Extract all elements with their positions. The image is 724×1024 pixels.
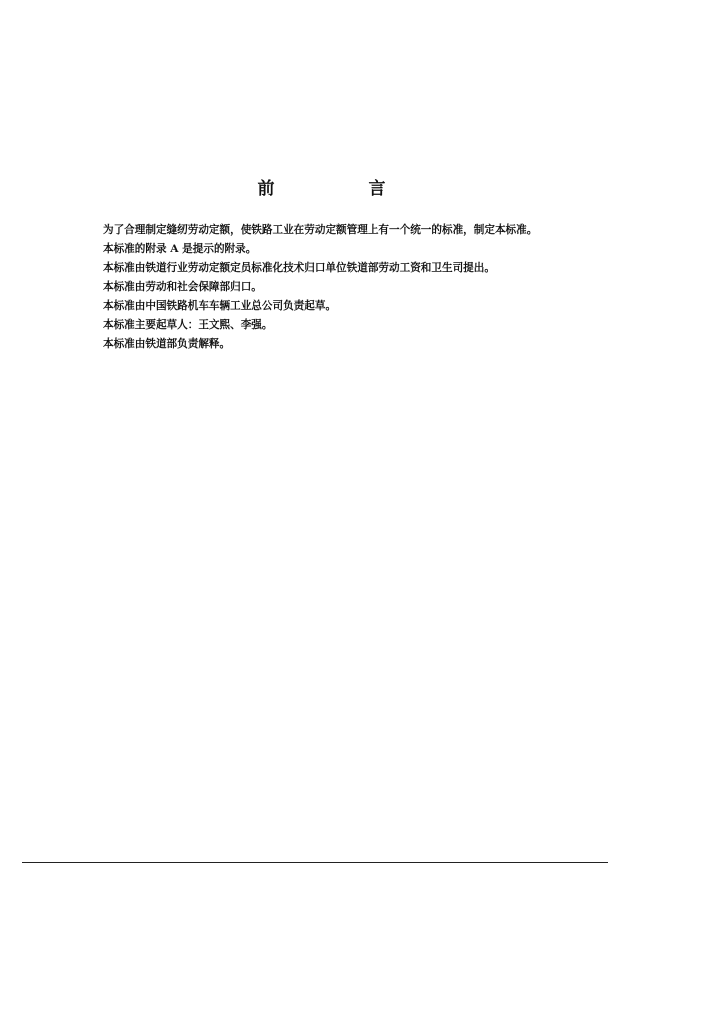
foreword-body xyxy=(82,221,562,354)
page-title: 前 言 xyxy=(257,179,430,199)
paragraph: 本标准由铁道行业劳动定额定员标准化技术归口单位铁道部劳动工资和卫生司提出。 xyxy=(103,262,495,274)
paragraph: 本标准由劳动和社会保障部归口。 xyxy=(103,281,262,293)
paragraph: 本标准由铁道部负责解释。 xyxy=(103,338,231,350)
paragraph: 本标准的附录 A 是提示的附录。 xyxy=(103,243,257,255)
paragraph: 本标准主要起草人：王文熙、李强。 xyxy=(103,319,273,331)
paragraph: 为了合理制定缝纫劳动定额，使铁路工业在劳动定额管理上有一个统一的标准，制定本标准。 xyxy=(103,224,538,236)
footer-divider xyxy=(22,862,608,863)
paragraph: 本标准由中国铁路机车车辆工业总公司负责起草。 xyxy=(103,300,337,312)
